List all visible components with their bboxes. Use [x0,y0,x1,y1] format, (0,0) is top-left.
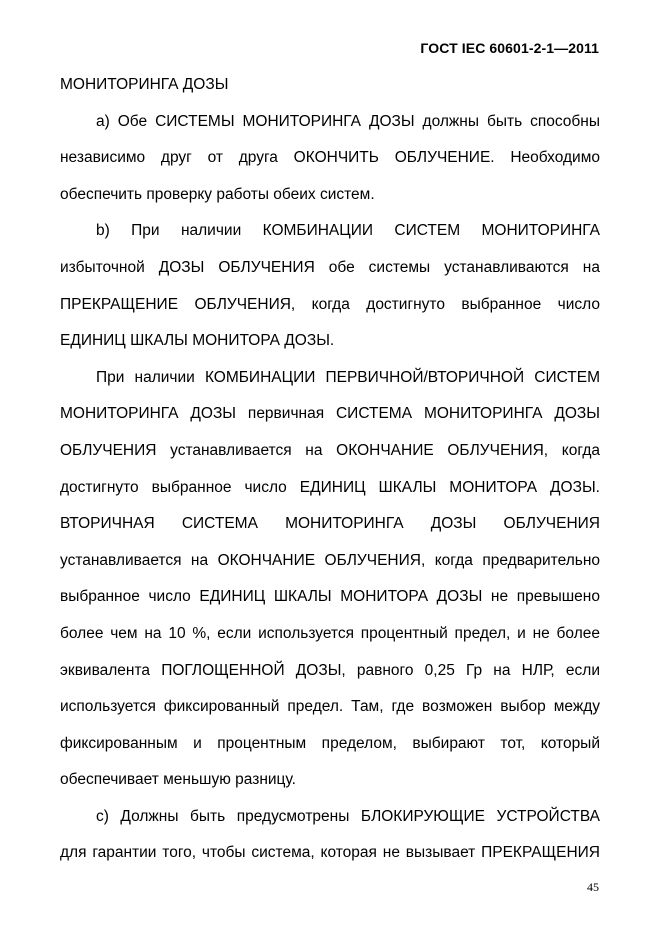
text-line: МОНИТОРИНГА ДОЗЫ [60,76,229,93]
text-line: достигнуто выбранное число ЕДИНИЦ ШКАЛЫ МОНИТОРА ДОЗЫ. [60,478,600,496]
text-line: обеспечивает меньшую разницу. [60,771,296,789]
text-line: обеспечить проверку работы обеих систем. [60,185,375,203]
text-line: ВТОРИЧНАЯ СИСТЕМА МОНИТОРИНГА ДОЗЫ ОБЛУЧЕНИЯ [60,515,600,533]
text-line: При наличии КОМБИНАЦИИ ПЕРВИЧНОЙ/ВТОРИЧНОЙ СИСТЕМ [96,368,600,386]
standard-code-header: ГОСТ IEC 60601-2-1—2011 [420,40,599,56]
text-line: b) При наличии КОМБИНАЦИИ СИСТЕМ МОНИТОРИНГА [96,222,600,240]
text-line: более чем на 10 %, если используется процентный предел, и не более [60,624,600,642]
text-line: a) Обе СИСТЕМЫ МОНИТОРИНГА ДОЗЫ должны быть способны [96,112,600,130]
text-line: эквивалента ПОГЛОЩЕННОЙ ДОЗЫ, равного 0,25 Гр на НЛР, если [60,661,600,679]
text-line: используется фиксированный предел. Там, где возможен выбор между [60,698,600,716]
text-line: независимо друг от друга ОКОНЧИТЬ ОБЛУЧЕНИЕ. Необходимо [60,149,600,167]
text-line: фиксированным и процентным пределом, выбирают тот, который [60,734,600,752]
text-line: ЕДИНИЦ ШКАЛЫ МОНИТОРА ДОЗЫ. [60,332,335,350]
text-line: для гарантии того, чтобы система, которая не вызывает ПРЕКРАЩЕНИЯ [60,844,600,862]
text-line: выбранное число ЕДИНИЦ ШКАЛЫ МОНИТОРА ДОЗЫ не превышено [60,588,600,606]
text-line: ПРЕКРАЩЕНИЕ ОБЛУЧЕНИЯ, когда достигнуто выбранное число [60,295,600,313]
body-text [60,67,600,872]
page-number: 45 [587,880,599,894]
text-line: устанавливается на ОКОНЧАНИЕ ОБЛУЧЕНИЯ, когда предварительно [60,551,600,569]
text-line: МОНИТОРИНГА ДОЗЫ первичная СИСТЕМА МОНИТОРИНГА ДОЗЫ [60,405,600,423]
text-line: избыточной ДОЗЫ ОБЛУЧЕНИЯ обе системы устанавливаются на [60,258,600,276]
text-line: c) Должны быть предусмотрены БЛОКИРУЮЩИЕ УСТРОЙСТВА [96,807,600,825]
text-line: ОБЛУЧЕНИЯ устанавливается на ОКОНЧАНИЕ ОБЛУЧЕНИЯ, когда [60,441,600,459]
